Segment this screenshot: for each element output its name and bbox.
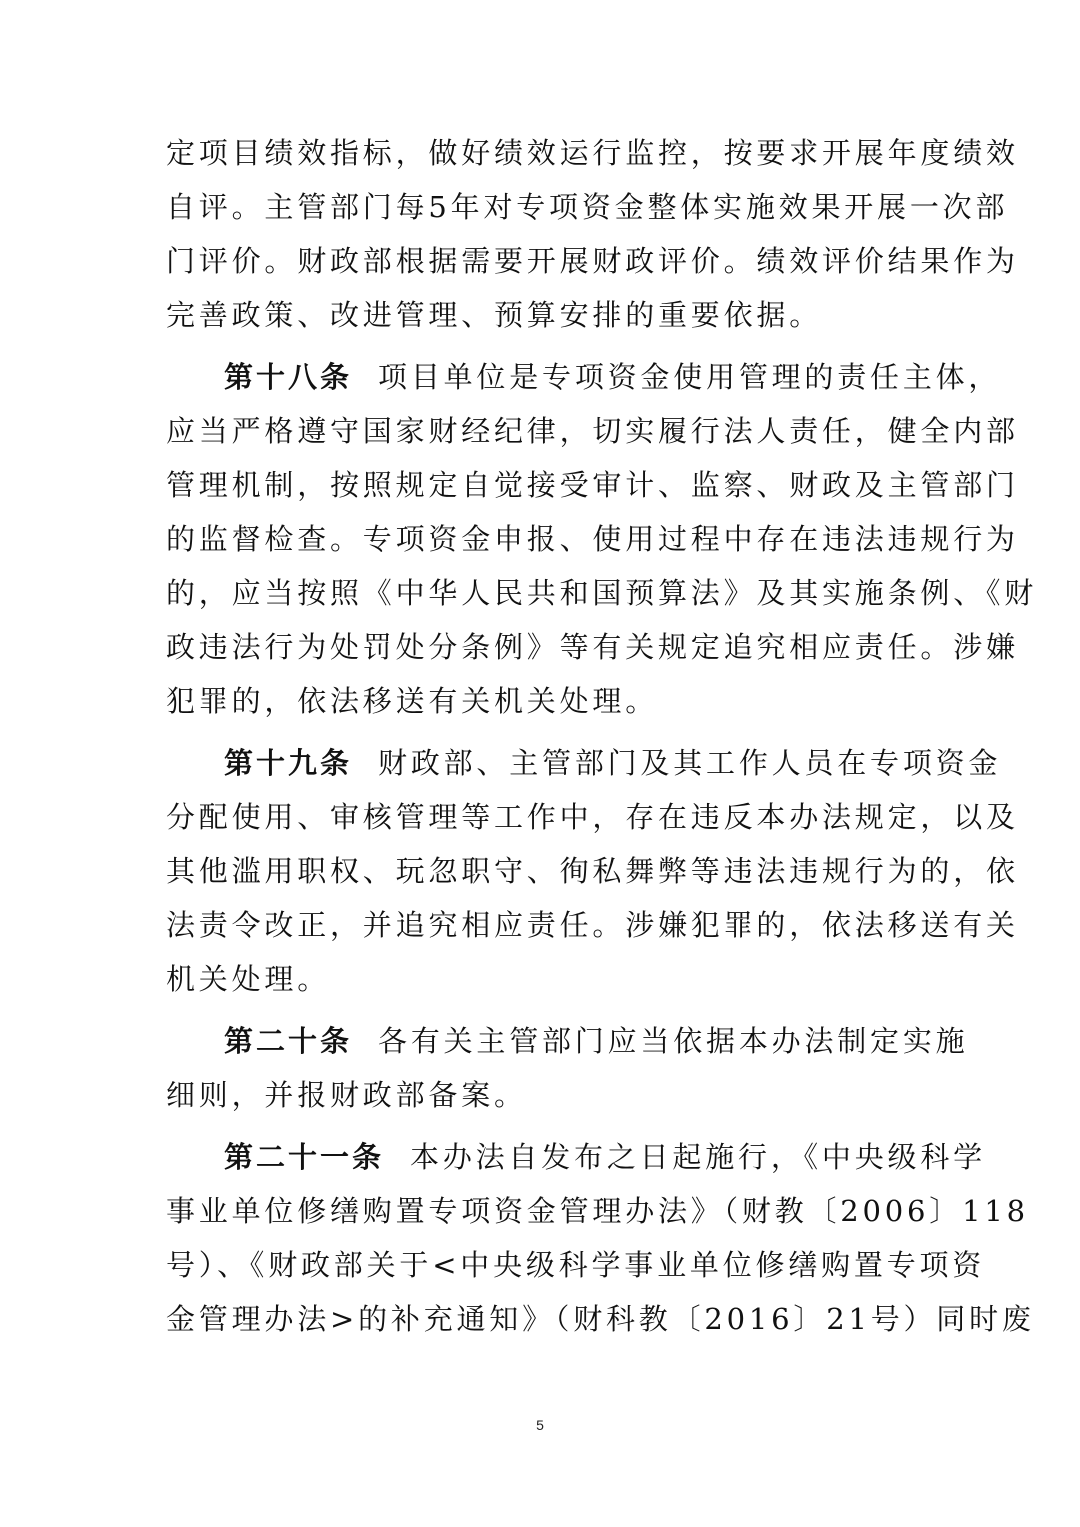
article-heading: 第二十一条	[224, 1140, 385, 1174]
article-19	[166, 736, 1019, 1006]
text-line: 定项目绩效指标，做好绩效运行监控，按要求开展年度绩效	[166, 136, 1019, 170]
article-18	[166, 350, 1038, 728]
text-line: 完善政策、改进管理、预算安排的重要依据。	[166, 298, 823, 332]
text-line: 事业单位修缮购置专项资金管理办法》（财教〔2006〕118	[166, 1194, 1029, 1228]
text-line: 其他滥用职权、玩忽职守、徇私舞弊等违法违规行为的，依	[166, 854, 1019, 888]
document-body	[166, 126, 1038, 1346]
text-line: 管理机制，按照规定自觉接受审计、监察、财政及主管部门	[166, 468, 1019, 502]
article-21	[166, 1130, 1035, 1346]
text-line: 项目单位是专项资金使用管理的责任主体，	[378, 360, 1002, 394]
paragraph-performance-evaluation	[166, 126, 1019, 342]
text-line: 财政部、主管部门及其工作人员在专项资金	[378, 746, 1002, 780]
article-first-line	[166, 736, 1002, 790]
text-line: 金管理办法>的补充通知》（财科教〔2016〕21号）同时废	[166, 1302, 1035, 1336]
page-number: 5	[536, 1417, 544, 1433]
text-line: 应当严格遵守国家财经纪律，切实履行法人责任，健全内部	[166, 414, 1019, 448]
text-line: 各有关主管部门应当依据本办法制定实施	[378, 1024, 969, 1058]
article-20	[166, 1014, 969, 1122]
text-line: 的，应当按照《中华人民共和国预算法》及其实施条例、《财	[166, 576, 1038, 610]
text-line: 门评价。财政部根据需要开展财政评价。绩效评价结果作为	[166, 244, 1019, 278]
text-line: 细则，并报财政部备案。	[166, 1078, 527, 1112]
article-first-line	[166, 1014, 969, 1068]
text-line: 分配使用、审核管理等工作中，存在违反本办法规定，以及	[166, 800, 1019, 834]
text-line: 的监督检查。专项资金申报、使用过程中存在违法违规行为	[166, 522, 1019, 556]
text-line: 自评。主管部门每5年对专项资金整体实施效果开展一次部	[166, 190, 1009, 224]
text-line: 犯罪的，依法移送有关机关处理。	[166, 684, 659, 718]
text-line: 机关处理。	[166, 962, 331, 996]
text-line: 法责令改正，并追究相应责任。涉嫌犯罪的，依法移送有关	[166, 908, 1019, 942]
article-first-line	[166, 1130, 986, 1184]
text-line: 本办法自发布之日起施行，《中央级科学	[410, 1140, 986, 1174]
article-heading: 第二十条	[224, 1024, 353, 1058]
text-line: 政违法行为处罚处分条例》等有关规定追究相应责任。涉嫌	[166, 630, 1019, 664]
article-heading: 第十九条	[224, 746, 353, 780]
text-line: 号）、《财政部关于<中央级科学事业单位修缮购置专项资	[166, 1248, 986, 1282]
article-heading: 第十八条	[224, 360, 353, 394]
article-first-line	[166, 350, 1002, 404]
